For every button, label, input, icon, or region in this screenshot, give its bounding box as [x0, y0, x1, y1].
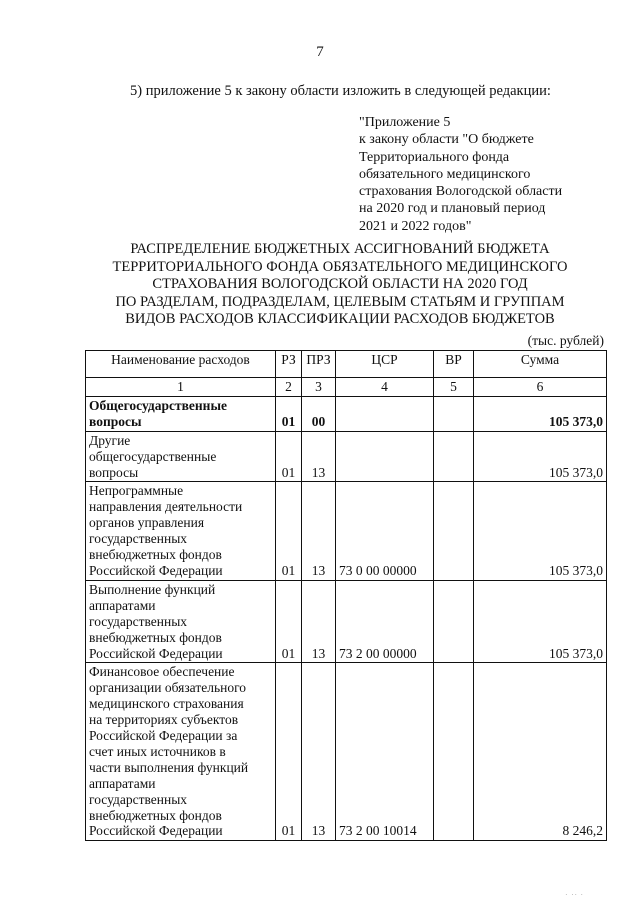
amount-value: 105 373,0 [474, 396, 607, 431]
prz-code: 13 [302, 431, 336, 482]
annex-line: 2021 и 2022 годов" [359, 218, 472, 234]
rz-code: 01 [276, 482, 302, 580]
table-row [86, 663, 607, 841]
amount-value: 105 373,0 [474, 482, 607, 580]
annex-line: обязательного медицинского [359, 166, 531, 182]
rz-code: 01 [276, 580, 302, 663]
annex-line: "Приложение 5 [359, 115, 451, 130]
csr-code [336, 431, 434, 482]
header-prz: ПРЗ [302, 351, 336, 378]
csr-code: 73 0 00 00000 [336, 482, 434, 580]
annex-line: к закону области "О бюджете [359, 132, 534, 148]
expense-name: Другие общегосударственные вопросы [86, 431, 276, 482]
title-line: ВИДОВ РАСХОДОВ КЛАССИФИКАЦИИ РАСХОДОВ БЮДЖЕТОВ [125, 311, 555, 328]
units-label: (тыс. рублей) [527, 333, 604, 348]
title-line: РАСПРЕДЕЛЕНИЕ БЮДЖЕТНЫХ АССИГНОВАНИЙ БЮДЖЕТА [130, 241, 550, 257]
column-number: 2 [276, 378, 302, 397]
budget-table [85, 350, 607, 841]
amount-value: 105 373,0 [474, 580, 607, 663]
page-number: 7 [316, 44, 324, 60]
expense-name: Непрограммные направления деятельности органов управления государственных внебюджетных фондов Российской Федерации [86, 482, 276, 580]
csr-code: 73 2 00 10014 [336, 663, 434, 841]
vr-code [434, 431, 474, 482]
vr-code [434, 663, 474, 841]
vr-code [434, 482, 474, 580]
annex-line: страхования Вологодской области [359, 184, 563, 200]
expense-name: Выполнение функций аппаратами государственных внебюджетных фондов Российской Федерации [86, 580, 276, 663]
table-row [86, 396, 607, 431]
header-vr: ВР [434, 351, 474, 378]
annex-reference [359, 114, 562, 235]
csr-code [336, 396, 434, 431]
expense-name: Финансовое обеспечение организации обязательного медицинского страхования на территориях субъектов Российской Федерации за счет иных источников в части выполнения функций аппаратами государственных внебюджетных фондов Российской Федерации [86, 663, 276, 841]
expense-name: Общегосударственные вопросы [86, 396, 276, 431]
amount-value: 105 373,0 [474, 431, 607, 482]
prz-code: 13 [302, 580, 336, 663]
vr-code [434, 396, 474, 431]
prz-code: 13 [302, 482, 336, 580]
column-number: 4 [336, 378, 434, 397]
document-title [60, 241, 620, 329]
title-line: ТЕРРИТОРИАЛЬНОГО ФОНДА ОБЯЗАТЕЛЬНОГО МЕДИЦИНСКОГО [112, 258, 568, 275]
scan-mark: · ·· · [565, 891, 584, 899]
vr-code [434, 580, 474, 663]
column-number: 1 [86, 378, 276, 397]
header-name: Наименование расходов [86, 351, 276, 378]
header-amount: Сумма [474, 351, 607, 378]
prz-code: 00 [302, 396, 336, 431]
intro-text: 5) приложение 5 к закону области изложить в следующей редакции: [130, 83, 551, 99]
header-csr: ЦСР [336, 351, 434, 378]
csr-code: 73 2 00 00000 [336, 580, 434, 663]
table-row [86, 482, 607, 580]
title-line: СТРАХОВАНИЯ ВОЛОГОДСКОЙ ОБЛАСТИ НА 2020 ГОД [152, 276, 528, 293]
title-line: ПО РАЗДЕЛАМ, ПОДРАЗДЕЛАМ, ЦЕЛЕВЫМ СТАТЬЯМ И ГРУППАМ [115, 293, 565, 310]
column-number: 3 [302, 378, 336, 397]
table-row [86, 431, 607, 482]
column-number-row [86, 378, 607, 397]
rz-code: 01 [276, 396, 302, 431]
rz-code: 01 [276, 663, 302, 841]
rz-code: 01 [276, 431, 302, 482]
column-number: 5 [434, 378, 474, 397]
header-rz: РЗ [276, 351, 302, 378]
annex-line: на 2020 год и плановый период [359, 201, 546, 217]
column-number: 6 [474, 378, 607, 397]
table-row [86, 580, 607, 663]
prz-code: 13 [302, 663, 336, 841]
amount-value: 8 246,2 [474, 663, 607, 841]
annex-line: Территориального фонда [359, 149, 510, 165]
table-header-row [86, 351, 607, 378]
